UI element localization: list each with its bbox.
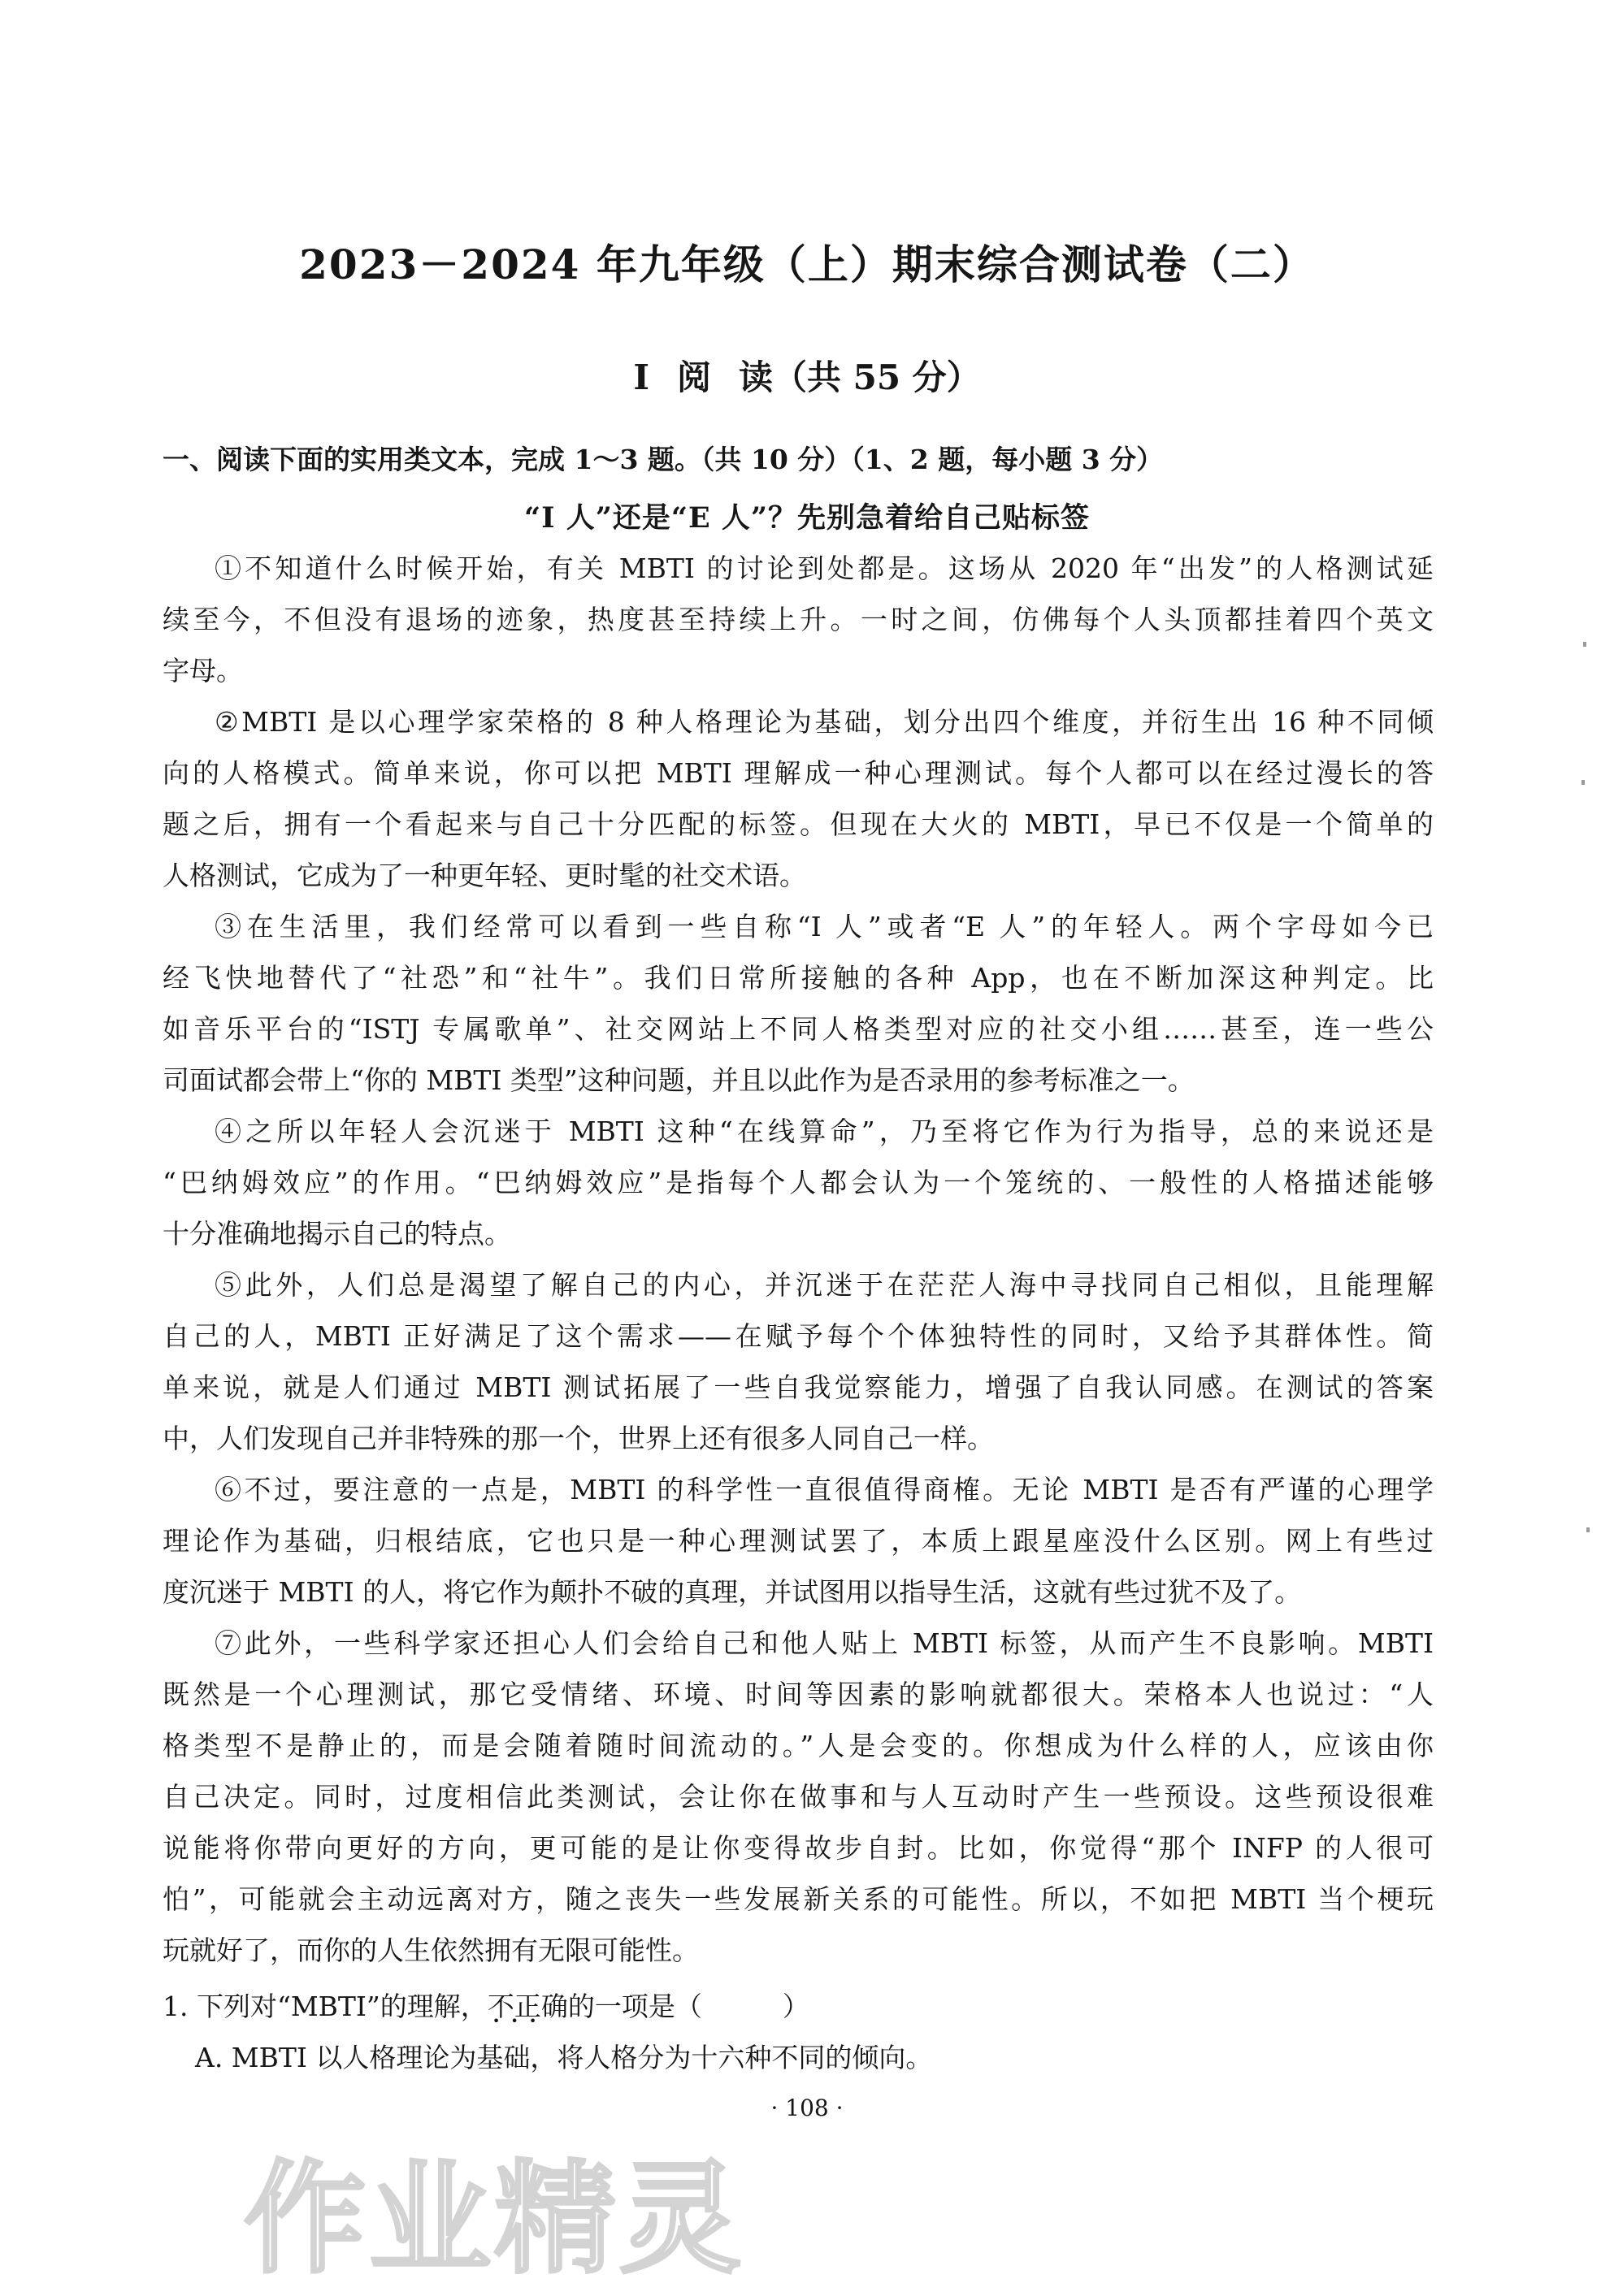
- text-line: ⑦此外，一些科学家还担心人们会给自己和他人贴上 MBTI 标签，从而产生不良影响。MBTI: [215, 1627, 1434, 1659]
- text-line: 说能将你带向更好的方向，更可能的是让你变得故步自封。比如，你觉得“那个 INFP 的人很可: [163, 1832, 1434, 1864]
- text-line: 向的人格模式。简单来说，你可以把 MBTI 理解成一种心理测试。每个人都可以在经过漫长的答: [163, 757, 1434, 789]
- text-line: ⑥不过，要注意的一点是，MBTI 的科学性一直很值得商榷。无论 MBTI 是否有严谨的心理学: [215, 1474, 1434, 1505]
- text-line: 怕”，可能就会主动远离对方，随之丧失一些发展新关系的可能性。所以，不如把 MBTI 当个梗玩: [163, 1883, 1434, 1915]
- watermark-logo: 作业精灵: [244, 2149, 745, 2290]
- section-heading: 一、阅读下面的实用类文本，完成 1～3 题。（共 10 分）（1、2 题，每小题 3 分）: [163, 444, 1164, 475]
- part-label-a: 阅: [676, 357, 711, 397]
- text-line: 格类型不是静止的，而是会随着随时间流动的。”人是会变的。你想成为什么样的人，应该由你: [163, 1730, 1434, 1761]
- scan-speck: [1586, 1527, 1590, 1532]
- text-line: 度沉迷于 MBTI 的人，将它作为颠扑不破的真理，并试图用以指导生活，这就有些过犹不及了。: [163, 1576, 1302, 1608]
- text-line: ④之所以年轻人会沉迷于 MBTI 这种“在线算命”，乃至将它作为行为指导，总的来说还是: [215, 1116, 1434, 1147]
- question-1: [163, 1986, 809, 2024]
- text-line: 如音乐平台的“ISTJ 专属歌单”、社交网站上不同人格类型对应的社交小组……甚至，连一些公: [163, 1013, 1434, 1045]
- text-line: 经飞快地替代了“社恐”和“社牛”。我们日常所接触的各种 App，也在不断加深这种判定。比: [163, 962, 1434, 994]
- part-label-b: 读（共 55 分）: [738, 357, 981, 397]
- text-line: ①不知道什么时候开始，有关 MBTI 的讨论到处都是。这场从 2020 年“出发”的人格测试延: [215, 552, 1434, 584]
- question-1-suffix: 的一项是（ ）: [567, 1991, 809, 2022]
- part-heading: [0, 351, 1614, 400]
- option-a: A. MBTI 以人格理论为基础，将人格分为十六种不同的倾向。: [195, 2042, 933, 2073]
- question-1-emphasis: 不正确 • • •: [488, 1986, 568, 2024]
- text-line: 续至今，不但没有退场的迹象，热度甚至持续上升。一时之间，仿佛每个人头顶都挂着四个英文: [163, 604, 1434, 635]
- text-line: 既然是一个心理测试，那它受情绪、环境、时间等因素的影响就都很大。荣格本人也说过：“人: [163, 1679, 1434, 1710]
- article-title: “I 人”还是“E 人”？先别急着给自己贴标签: [524, 501, 1090, 535]
- text-line: 人格测试，它成为了一种更年轻、更时髦的社交术语。: [163, 860, 806, 891]
- text-line: 十分准确地揭示自己的特点。: [163, 1218, 511, 1250]
- text-line: ③在生活里，我们经常可以看到一些自称“I 人”或者“E 人”的年轻人。两个字母如今已: [215, 911, 1434, 942]
- page-number: · 108 ·: [770, 2095, 844, 2121]
- scan-speck: [1581, 780, 1585, 785]
- text-line: 题之后，拥有一个看起来与自己十分匹配的标签。但现在大火的 MBTI，早已不仅是一个简单的: [163, 808, 1434, 840]
- text-line: 单来说，就是人们通过 MBTI 测试拓展了一些自我觉察能力，增强了自我认同感。在测试的答案: [163, 1371, 1434, 1403]
- question-1-prefix: 1. 下列对“MBTI”的理解，: [163, 1991, 488, 2022]
- text-line: ⑤此外，人们总是渴望了解自己的内心，并沉迷于在茫茫人海中寻找同自己相似，且能理解: [215, 1269, 1434, 1301]
- text-line: 字母。: [163, 655, 243, 687]
- text-line: 玩就好了，而你的人生依然拥有无限可能性。: [163, 1934, 699, 1966]
- exam-title: 2023－2024 年九年级（上）期末综合测试卷（二）: [299, 240, 1315, 288]
- text-line: 司面试都会带上“你的 MBTI 类型”这种问题，并且以此作为是否录用的参考标准之一。: [163, 1064, 1195, 1096]
- text-line: 中，人们发现自己并非特殊的那一个，世界上还有很多人同自己一样。: [163, 1423, 994, 1454]
- text-line: 自己的人，MBTI 正好满足了这个需求——在赋予每个个体独特性的同时，又给予其群体性。简: [163, 1320, 1434, 1352]
- part-roman: Ⅰ: [633, 357, 649, 397]
- text-line: 自己决定。同时，过度相信此类测试，会让你在做事和与人互动时产生一些预设。这些预设很难: [163, 1781, 1434, 1813]
- text-line: 理论作为基础，归根结底，它也只是一种心理测试罢了，本质上跟星座没什么区别。网上有些过: [163, 1525, 1434, 1557]
- scan-speck: [1583, 642, 1586, 647]
- text-line: “巴纳姆效应”的作用。“巴纳姆效应”是指每个人都会认为一个笼统的、一般性的人格描述能够: [163, 1167, 1434, 1198]
- text-line: ②MBTI 是以心理学家荣格的 8 种人格理论为基础，划分出四个维度，并衍生出 16 种不同倾: [215, 706, 1434, 738]
